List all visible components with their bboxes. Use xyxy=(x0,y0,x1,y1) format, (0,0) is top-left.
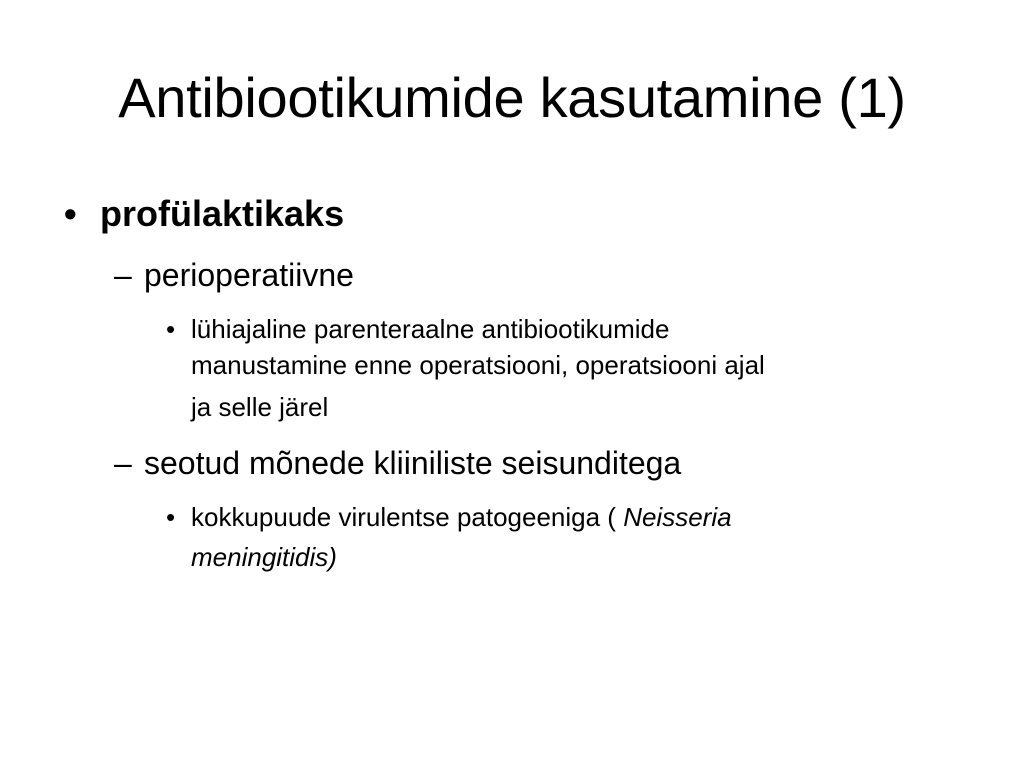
list-item-line: ja selle järel xyxy=(191,392,329,422)
dash-marker-level2: – xyxy=(114,257,132,293)
dash-marker-level2: – xyxy=(114,445,132,481)
bullet-marker-level3: • xyxy=(166,502,176,532)
bullet-marker-level1: • xyxy=(64,193,77,234)
list-item-line: manustamine enne operatsiooni, operatsiooni ajal xyxy=(191,350,765,380)
list-item-perioperatiivne: perioperatiivne xyxy=(144,257,354,293)
bullet-marker-level3: • xyxy=(166,314,176,344)
list-item-line xyxy=(191,539,337,575)
text-italic-organism: Neisseria xyxy=(623,502,732,532)
text-italic-organism-cont: meningitidis) xyxy=(191,542,337,572)
text-plain: kokkupuude virulentse patogeeniga ( xyxy=(191,502,624,532)
list-item-kokkupuude xyxy=(191,499,732,535)
list-item-seotud: seotud mõnede kliiniliste seisunditega xyxy=(144,445,682,481)
slide-title: Antibiootikumide kasutamine (1) xyxy=(118,66,906,129)
list-item-profulaktikaks: profülaktikaks xyxy=(100,193,345,234)
list-item-line: lühiajaline parenteraalne antibiootikumide xyxy=(191,314,670,344)
